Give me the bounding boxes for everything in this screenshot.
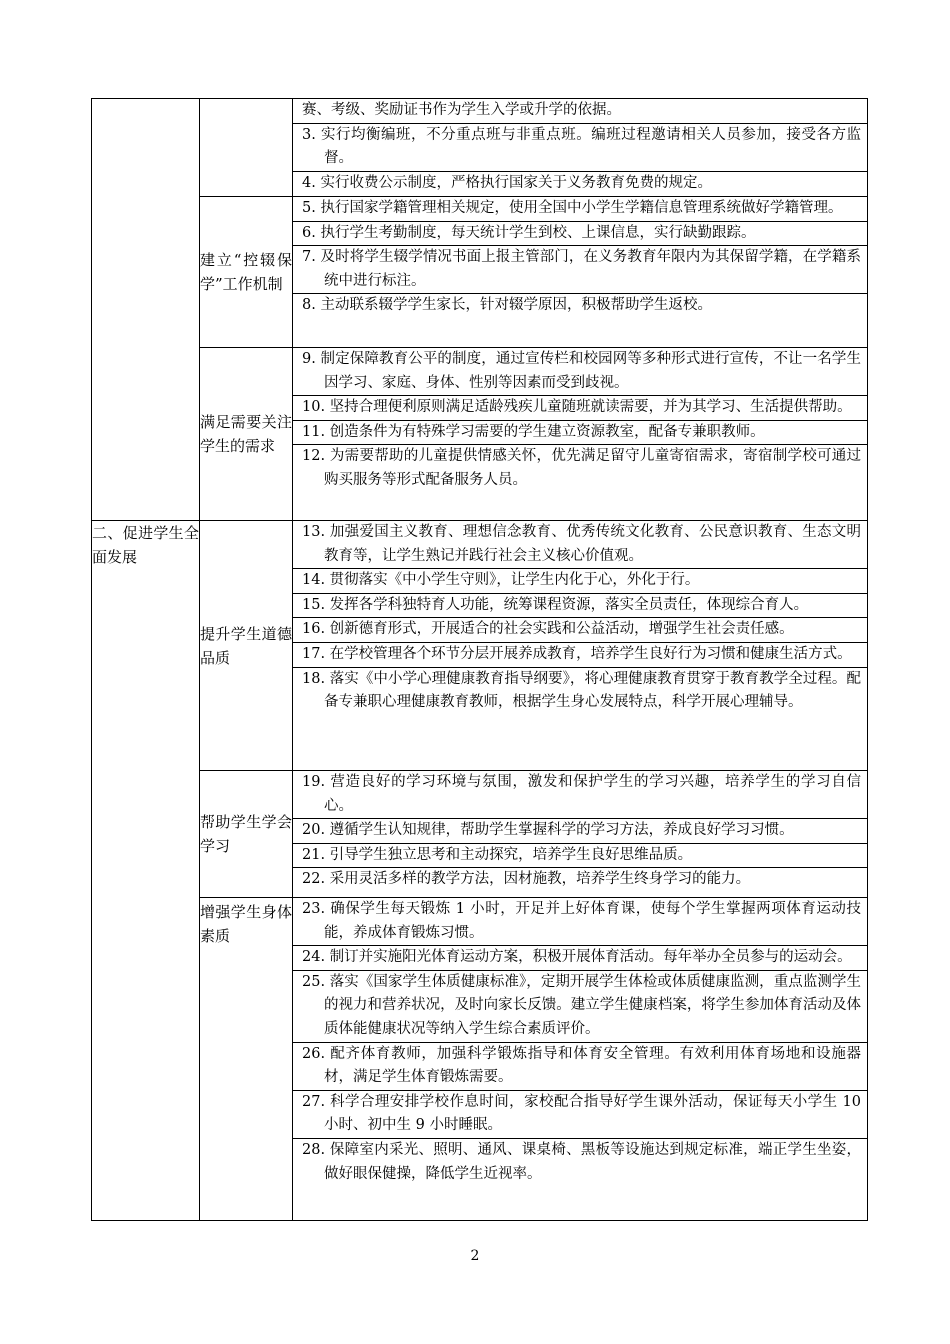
items-cell bbox=[293, 771, 868, 898]
list-item: 16. 创新德育形式，开展适合的社会实践和公益活动，增强学生社会责任感。 bbox=[293, 618, 867, 643]
items-cell bbox=[293, 521, 868, 771]
list-item: 13. 加强爱国主义教育、理想信念教育、优秀传统文化教育、公民意识教育、生态文明教育等，让学生熟记并践行社会主义核心价值观。 bbox=[293, 521, 867, 569]
subdimension-cell bbox=[200, 99, 293, 197]
table-row bbox=[92, 197, 868, 348]
list-item: 10. 坚持合理便利原则满足适龄残疾儿童随班就读需要，并为其学习、生活提供帮助。 bbox=[293, 396, 867, 421]
subdimension-cell: 提升学生道德品质 bbox=[200, 521, 293, 771]
list-item: 赛、考级、奖励证书作为学生入学或升学的依据。 bbox=[293, 99, 867, 124]
items-cell bbox=[293, 197, 868, 348]
page-number: 2 bbox=[470, 1248, 480, 1264]
table-row bbox=[92, 771, 868, 898]
items-cell bbox=[293, 99, 868, 197]
list-item: 22. 采用灵活多样的教学方法，因材施教，培养学生终身学习的能力。 bbox=[302, 871, 751, 888]
list-item: 26. 配齐体育教师，加强科学锻炼指导和体育安全管理。有效利用体育场地和设施器材，满足学生体育锻炼需要。 bbox=[293, 1043, 867, 1091]
table-row bbox=[92, 99, 868, 197]
list-item: 14. 贯彻落实《中小学生守则》，让学生内化于心，外化于行。 bbox=[293, 569, 867, 594]
list-item: 21. 引导学生独立思考和主动探究，培养学生良好思维品质。 bbox=[293, 844, 867, 869]
standards-table bbox=[91, 98, 868, 1221]
table-row bbox=[92, 898, 868, 1221]
subdimension-cell: 帮助学生学会学习 bbox=[200, 771, 293, 898]
list-item: 20. 遵循学生认知规律，帮助学生掌握科学的学习方法，养成良好学习习惯。 bbox=[293, 819, 867, 844]
dimension-cell bbox=[92, 99, 200, 521]
list-item: 28. 保障室内采光、照明、通风、课桌椅、黑板等设施达到规定标准，端正学生坐姿，做好眼保健操，降低学生近视率。 bbox=[302, 1141, 861, 1182]
items-cell bbox=[293, 898, 868, 1221]
list-item: 15. 发挥各学科独特育人功能，统筹课程资源，落实全员责任，体现综合育人。 bbox=[293, 594, 867, 619]
items-cell bbox=[293, 348, 868, 521]
list-item: 9. 制定保障教育公平的制度，通过宣传栏和校园网等多种形式进行宣传，不让一名学生因学习、家庭、身体、性别等因素而受到歧视。 bbox=[293, 348, 867, 396]
table-row bbox=[92, 521, 868, 771]
table-row bbox=[92, 348, 868, 521]
subdimension-cell: 满足需要关注学生的需求 bbox=[200, 348, 293, 521]
list-item: 4. 实行收费公示制度，严格执行国家关于义务教育免费的规定。 bbox=[302, 174, 712, 191]
list-item: 12. 为需要帮助的儿童提供情感关怀，优先满足留守儿童寄宿需求，寄宿制学校可通过购买服务等形式配备服务人员。 bbox=[302, 448, 861, 488]
list-item: 11. 创造条件为有特殊学习需要的学生建立资源教室，配备专兼职教师。 bbox=[293, 421, 867, 446]
list-item: 7. 及时将学生辍学情况书面上报主管部门，在义务教育年限内为其保留学籍，在学籍系统中进行标注。 bbox=[293, 246, 867, 294]
list-item: 27. 科学合理安排学校作息时间，家校配合指导好学生课外活动，保证每天小学生 10 小时、初中生 9 小时睡眠。 bbox=[293, 1091, 867, 1139]
list-item: 8. 主动联系辍学学生家长，针对辍学原因，积极帮助学生返校。 bbox=[302, 297, 712, 314]
list-item: 6. 执行学生考勤制度，每天统计学生到校、上课信息，实行缺勤跟踪。 bbox=[293, 222, 867, 247]
subdimension-cell: 增强学生身体素质 bbox=[200, 898, 293, 1221]
list-item: 3. 实行均衡编班，不分重点班与非重点班。编班过程邀请相关人员参加，接受各方监督。 bbox=[293, 124, 867, 172]
list-item: 18. 落实《中小学心理健康教育指导纲要》，将心理健康教育贯穿于教育教学全过程。配备专兼职心理健康教育教师，根据学生身心发展特点，科学开展心理辅导。 bbox=[302, 670, 861, 711]
list-item: 23. 确保学生每天锻炼 1 小时，开足并上好体育课，使每个学生掌握两项体育运动技能，养成体育锻炼习惯。 bbox=[293, 898, 867, 946]
list-item: 24. 制订并实施阳光体育运动方案，积极开展体育活动。每年举办全员参与的运动会。 bbox=[293, 946, 867, 971]
list-item: 25. 落实《国家学生体质健康标准》，定期开展学生体检或体质健康监测，重点监测学生的视力和营养状况，及时向家长反馈。建立学生健康档案，将学生参加体育活动及体质体能健康状况等纳入学生综合素质评价。 bbox=[293, 971, 867, 1043]
list-item: 17. 在学校管理各个环节分层开展养成教育，培养学生良好行为习惯和健康生活方式。 bbox=[293, 643, 867, 668]
list-item: 5. 执行国家学籍管理相关规定，使用全国中小学生学籍信息管理系统做好学籍管理。 bbox=[293, 197, 867, 222]
dimension-cell: 二、促进学生全面发展 bbox=[92, 521, 200, 1221]
subdimension-cell: 建立“控辍保学”工作机制 bbox=[200, 197, 293, 348]
list-item: 19. 营造良好的学习环境与氛围，激发和保护学生的学习兴趣，培养学生的学习自信心。 bbox=[293, 771, 867, 819]
